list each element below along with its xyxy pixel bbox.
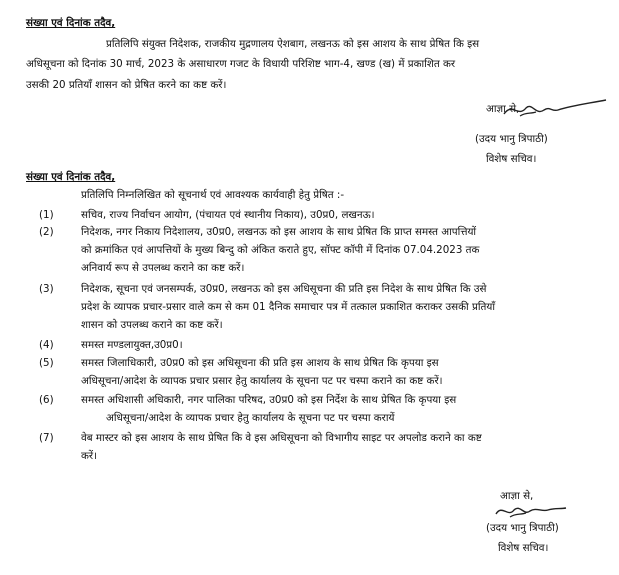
list-item-line: प्रदेश के व्यापक प्रचार-प्रसार वाले कम से कम 01 दैनिक समाचार पत्र में तत्काल प्रकाशित कराकर उसकी प्रतियाँ xyxy=(81,301,495,313)
section1-by-order: आज्ञा से, xyxy=(486,103,520,115)
list-item-number: (3) xyxy=(39,283,54,295)
list-item-line: अधिसूचना/आदेश के व्यापक प्रचार प्रसार हेतु कार्यालय के सूचना पट पर चस्पा कराने का कष्ट करें। xyxy=(81,375,443,387)
section2-signatory-title: विशेष सचिव। xyxy=(498,542,549,554)
list-item-line: निदेशक, नगर निकाय निदेशालय, उ0प्र0, लखनऊ को इस आशय के साथ प्रेषित कि प्राप्त समस्त आपत्तियों xyxy=(81,226,477,238)
section1-line-1: प्रतिलिपि संयुक्त निदेशक, राजकीय मुद्रणालय ऐशबाग, लखनऊ को इस आशय के साथ प्रेषित कि इस xyxy=(106,38,480,50)
list-item-line: को क्रमांकित एवं आपत्तियों के मुख्य बिन्दु को अंकित कराते हुए, सॉफ्ट कॉपी में दिनांक 07.04.2023 तक xyxy=(81,244,480,256)
section2-signatory-name: (उदय भानु त्रिपाठी) xyxy=(486,522,559,534)
list-item-number: (6) xyxy=(39,394,54,406)
list-item-number: (4) xyxy=(39,339,54,351)
section1-line-2: अधिसूचना को दिनांक 30 मार्च, 2023 के असाधारण गजट के विधायी परिशिष्ट भाग-4, खण्ड (ख) में प्रकाशित कर xyxy=(26,58,456,70)
list-item-line: अनिवार्य रूप से उपलब्ध कराने का कष्ट करें। xyxy=(81,262,245,274)
section2-heading: संख्या एवं दिनांक तदैव, xyxy=(26,171,116,183)
list-item-line: निदेशक, सूचना एवं जनसम्पर्क, उ0प्र0, लखनऊ को इस अधिसूचना की प्रति इस निदेश के साथ प्रेषित कि उसे xyxy=(81,283,487,295)
list-item-line: वेब मास्टर को इस आशय के साथ प्रेषित कि वे इस अधिसूचना को विभागीय साइट पर अपलोड कराने का कष्ट xyxy=(81,432,482,444)
section1-signatory-name: (उदय भानु त्रिपाठी) xyxy=(475,133,548,145)
list-item-line: सचिव, राज्य निर्वाचन आयोग, (पंचायत एवं स्थानीय निकाय), उ0प्र0, लखनऊ। xyxy=(81,209,375,221)
section2-intro: प्रतिलिपि निम्नलिखित को सूचनार्थ एवं आवश्यक कार्यवाही हेतु प्रेषित :- xyxy=(81,189,345,201)
list-item-line: शासन को उपलब्ध कराने का कष्ट करें। xyxy=(81,319,223,331)
list-item-number: (5) xyxy=(39,357,54,369)
section2-by-order: आज्ञा से, xyxy=(500,490,534,502)
list-item-line: अधिसूचना/आदेश के व्यापक प्रचार हेतु कार्यालय के सूचना पट पर चस्पा करायें xyxy=(106,412,395,424)
list-item-number: (2) xyxy=(39,226,54,238)
list-item-number: (1) xyxy=(39,209,54,221)
list-item-line: समस्त जिलाधिकारी, उ0प्र0 को इस अधिसूचना की प्रति इस आशय के साथ प्रेषित कि कृपया इस xyxy=(81,357,439,369)
section1-line-3: उसकी 20 प्रतियाँ शासन को प्रेषित करने का कष्ट करें। xyxy=(26,79,227,91)
section1-signatory-title: विशेष सचिव। xyxy=(486,153,537,165)
section1-heading: संख्या एवं दिनांक तदैव, xyxy=(26,17,116,29)
section2-signature xyxy=(490,500,570,524)
section1-signature xyxy=(500,98,610,124)
list-item-line: समस्त अधिशासी अधिकारी, नगर पालिका परिषद, उ0प्र0 को इस निर्देश के साथ प्रेषित कि कृपया इस xyxy=(81,394,457,406)
list-item-line: करें। xyxy=(81,450,98,462)
list-item-number: (7) xyxy=(39,432,54,444)
list-item-line: समस्त मण्डलायुक्त,उ0प्र0। xyxy=(81,339,183,351)
